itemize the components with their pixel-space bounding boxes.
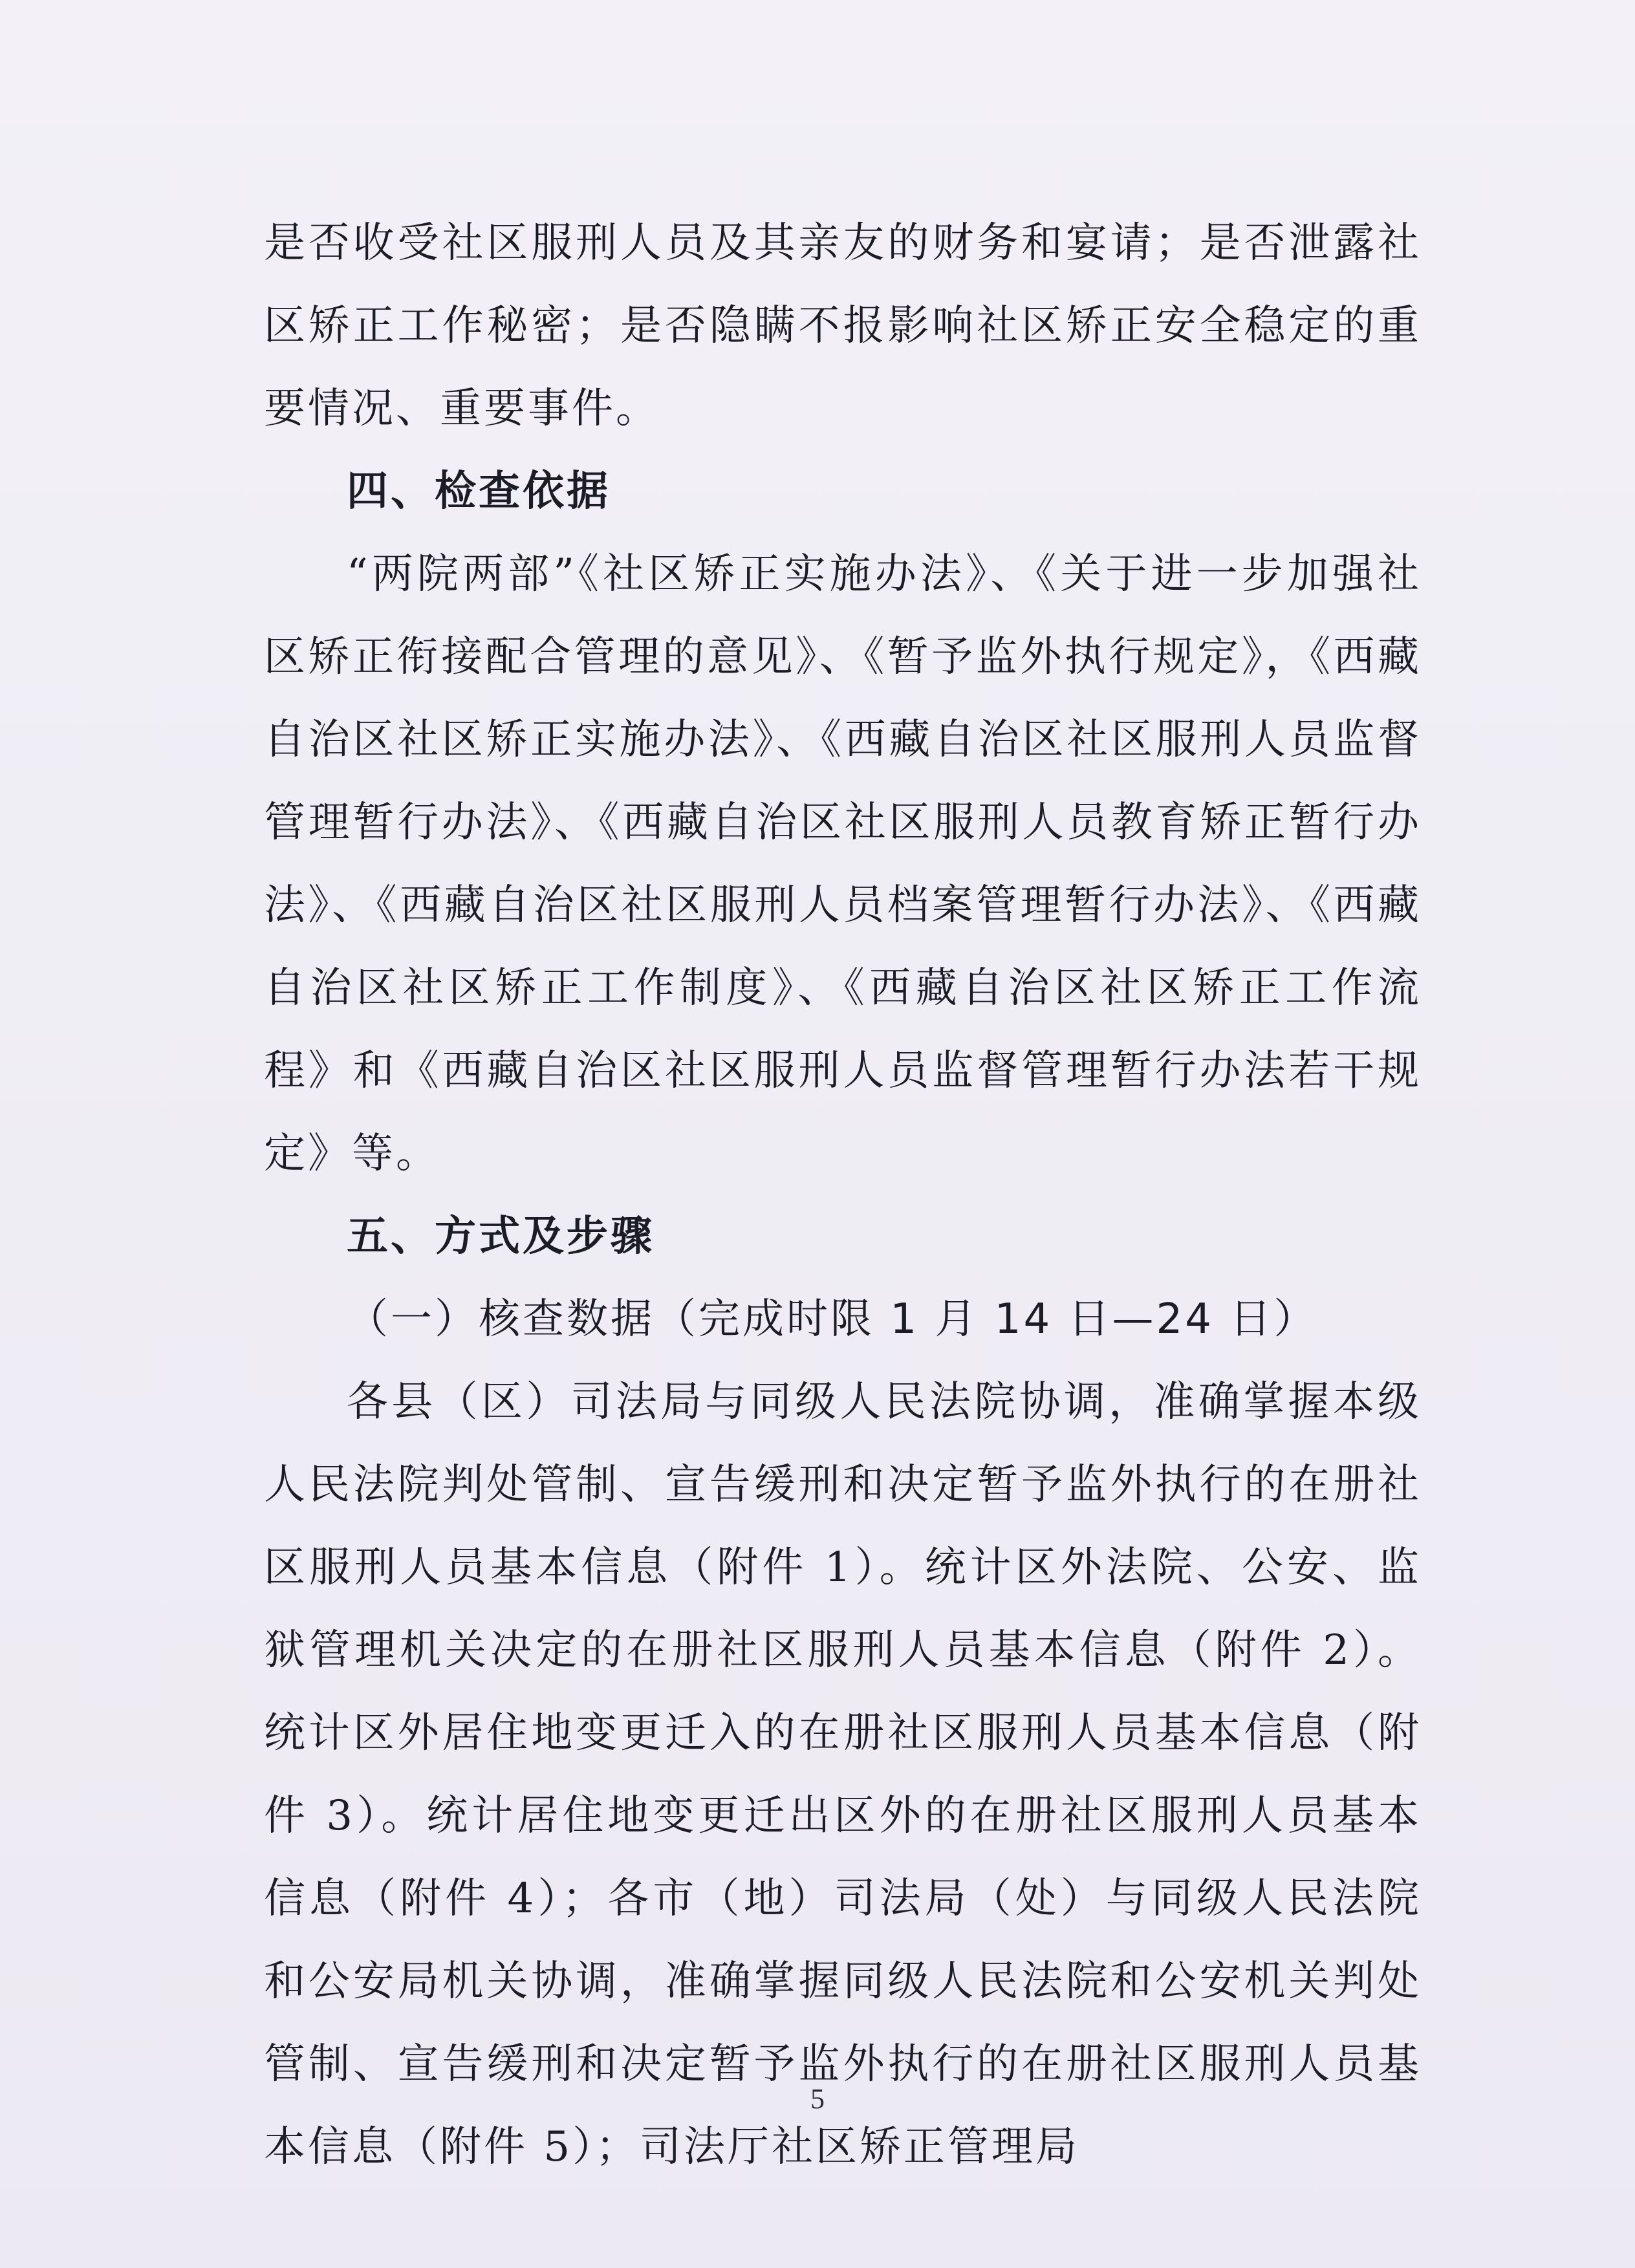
inspection-basis-paragraph: “两院两部”《社区矫正实施办法》、《关于进一步加强社区矫正衔接配合管理的意见》、《暂予监外执行规定》，《西藏自治区社区矫正实施办法》、《西藏自治区社区服刑人员监督管理暂行办法》、《西藏自治区社区服刑人员教育矫正暂行办法》、《西藏自治区社区服刑人员档案管理暂行办法》、《西藏自治区社区矫正工作制度》、《西藏自治区社区矫正工作流程》和《西藏自治区社区服刑人员监督管理暂行办法若干规定》等。 — [264, 550, 1422, 1178]
subsection-heading-verify-data: （一）核查数据（完成时限 1 月 14 日—24 日） — [347, 1295, 1318, 1343]
continuation-paragraph: 是否收受社区服刑人员及其亲友的财务和宴请；是否泄露社区矫正工作秘密；是否隐瞒不报影响社区矫正安全稳定的重要情况、重要事件。 — [264, 219, 1422, 433]
page-number: 5 — [810, 2083, 825, 2115]
body-text — [264, 202, 1422, 2188]
section-heading-methods-steps: 五、方式及步骤 — [347, 1213, 655, 1260]
verify-data-paragraph: 各县（区）司法局与同级人民法院协调，准确掌握本级人民法院判处管制、宣告缓刑和决定暂予监外执行的在册社区服刑人员基本信息（附件 1）。统计区外法院、公安、监狱管理机关决定的在册社区服刑人员基本信息（附件 2）。统计区外居住地变更迁入的在册社区服刑人员基本信息（附件 3）。统计居住地变更迁出区外的在册社区服刑人员基本信息（附件 4）；各市（地）司法局（处）与同级人民法院和公安局机关协调，准确掌握同级人民法院和公安机关判处管制、宣告缓刑和决定暂予监外执行的在册社区服刑人员基本信息（附件 5）；司法厅社区矫正管理局 — [264, 1378, 1422, 2171]
section-heading-inspection-basis: 四、检查依据 — [347, 468, 611, 515]
